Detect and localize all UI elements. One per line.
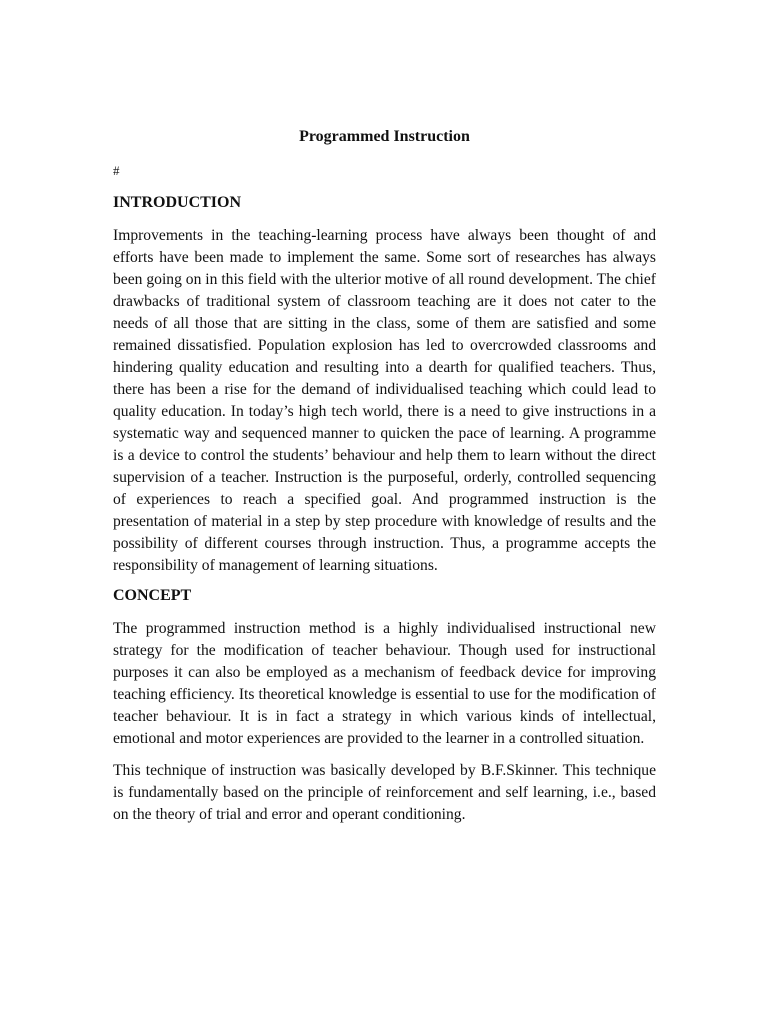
document-page (113, 126, 656, 826)
section-heading-introduction: INTRODUCTION (113, 194, 242, 211)
section-heading-concept: CONCEPT (113, 587, 192, 604)
page-title: Programmed Instruction (299, 128, 470, 145)
concept-paragraph-1: The programmed instruction method is a highly individualised instructional new strategy for the modification of teacher behaviour. Though used for instructional purposes it can also be employed as a mechanism of feedback device for improving teaching efficiency. Its theoretical knowledge is essential to use for the modification of teacher behaviour. It is in fact a strategy in which various kinds of intellectual, emotional and motor experiences are provided to the learner in a controlled situation. (113, 620, 656, 747)
introduction-paragraph: Improvements in the teaching-learning process have always been thought of and efforts have been made to implement the same. Some sort of researches has always been going on in this field with the ulterior motive of all round development. The chief drawbacks of traditional system of classroom teaching are it does not cater to the needs of all those that are sitting in the class, some of them are satisfied and some remained dissatisfied. Population explosion has led to overcrowded classrooms and hindering quality education and resulting into a dearth for qualified teachers. Thus, there has been a rise for the demand of individualised teaching which could lead to quality education. In today’s high tech world, there is a need to give instructions in a systematic way and sequenced manner to quicken the pace of learning. A programme is a device to control the students’ behaviour and help them to learn without the direct supervision of a teacher. Instruction is the purposeful, orderly, controlled sequencing of experiences to reach a specified goal. And programmed instruction is the presentation of material in a step by step procedure with knowledge of results and the possibility of different courses through instruction. Thus, a programme accepts the responsibility of management of learning situations. (113, 227, 656, 574)
hash-marker: # (113, 163, 120, 178)
concept-paragraph-2: This technique of instruction was basically developed by B.F.Skinner. This technique is fundamentally based on the principle of reinforcement and self learning, i.e., based on the theory of trial and error and operant conditioning. (113, 762, 656, 823)
